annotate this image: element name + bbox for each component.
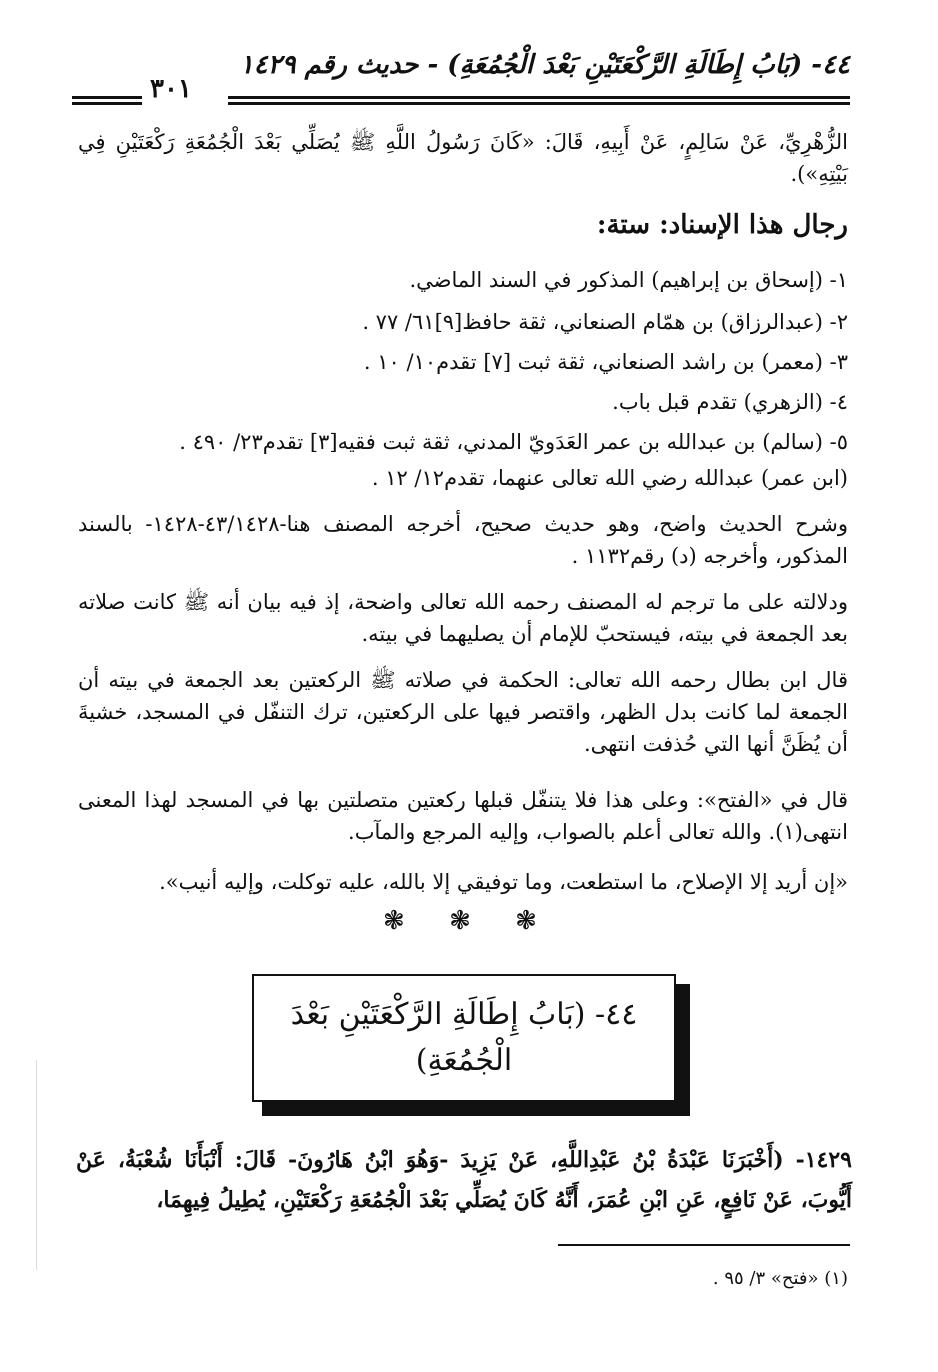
scan-margin-mark [36,1060,37,1270]
section-separator: ❃ ❃ ❃ [383,906,555,936]
paragraph-fath: قال في «الفتح»: وعلى هذا فلا يتنفّل قبلها ركعتين متصلتين بها في المسجد لهذا المعنى انتهى(١). والله تعالى أعلم بالصواب، وإليه المرجع والمآب. [78,788,848,844]
page-number: ٣٠١ [150,74,192,104]
paragraph-closing: «إن أريد إلا الإصلاح، ما استطعت، وما توفيقي إلا بالله، عليه توكلت، وإليه أنيب». [159,870,848,894]
header-rule-right-2 [228,102,850,105]
chapter-title: ٤٤- (بَابُ إِطَالَةِ الرَّكْعَتَيْنِ بَعْدَ الْجُمُعَةِ) [290,997,638,1078]
paragraph-indication: ودلالته على ما ترجم له المصنف رحمه الله تعالى واضحة، إذ فيه بيان أنه ﷺ كانت صلاته بعد الجمعة في بيته، فيستحبّ للإمام أن يصليهما في بيته. [78,590,848,646]
narrators-heading: رجال هذا الإسناد: ستة: [596,210,848,240]
footnote: (١) «فتح» ٣/ ٩٥ . [712,1268,848,1289]
chapter-title-box [252,974,676,1102]
intro-text: الزُّهْرِيِّ، عَنْ سَالِمٍ، عَنْ أَبِيهِ، قَالَ: «كَانَ رَسُولُ اللَّهِ ﷺ يُصَلِّي بَعْدَ الْجُمُعَةِ رَكْعَتَيْنِ فِي بَيْتِهِ»). [78,130,848,186]
narrator-item: ٤- (الزهري) تقدم قبل باب. [612,390,848,414]
running-header-title: ٤٤- (بَابُ إِطَالَةِ الرَّكْعَتَيْنِ بَعْدَ الْجُمُعَةِ) - حديث رقم ١٤٢٩ [239,50,850,80]
hadith-text: ١٤٢٩- (أَخْبَرَنَا عَبْدَةُ بْنُ عَبْدِاللَّهِ، عَنْ يَزِيدَ -وَهُوَ ابْنُ هَارُونَ- قَالَ: أَنْبَأَنَا شُعْبَةُ، عَنْ أَيُّوبَ، عَنْ نَافِعٍ، عَنِ ابْنِ عُمَرَ، أَنَّهُ كَانَ يُصَلِّي بَعْدَ الْجُمُعَةِ رَكْعَتَيْنِ، يُطِيلُ فِيهِمَا، [76,1147,852,1213]
paragraph-commentary: وشرح الحديث واضح، وهو حديث صحيح، أخرجه المصنف هنا-٤٣/١٤٢٨-١٤٢٨- بالسند المذكور، وأخرجه (د) رقم١١٣٢ . [78,512,849,568]
header-rule-right [228,96,850,99]
header-rule-left-2 [72,102,142,105]
paragraph-ibn-battal: قال ابن بطال رحمه الله تعالى: الحكمة في صلاته ﷺ الركعتين بعد الجمعة في بيته أن الجمعة لما كانت بدل الظهر، واقتصر فيها على الركعتين، ترك التنفّل في المسجد، خشيةَ أن يُظَنَّ أنها التي حُذفت انتهى. [78,668,848,756]
narrator-item: ٢- (عبدالرزاق) بن همّام الصنعاني، ثقة حافظ[٩]٦١/ ٧٧ . [362,310,848,334]
narrator-item: ٥- (سالم) بن عبدالله بن عمر العَدَويّ المدني، ثقة ثبت فقيه[٣] تقدم٢٣/ ٤٩٠ . [179,430,848,454]
header-rule-left [72,96,142,99]
footnote-rule [558,1244,850,1246]
narrator-item: ٣- (معمر) بن راشد الصنعاني، ثقة ثبت [٧] تقدم١٠/ ١٠ . [363,350,848,374]
narrator-item: ١- (إسحاق بن إبراهيم) المذكور في السند الماضي. [409,268,848,292]
narrator-item: (ابن عمر) عبدالله رضي الله تعالى عنهما، تقدم١٢/ ١٢ . [371,466,848,490]
